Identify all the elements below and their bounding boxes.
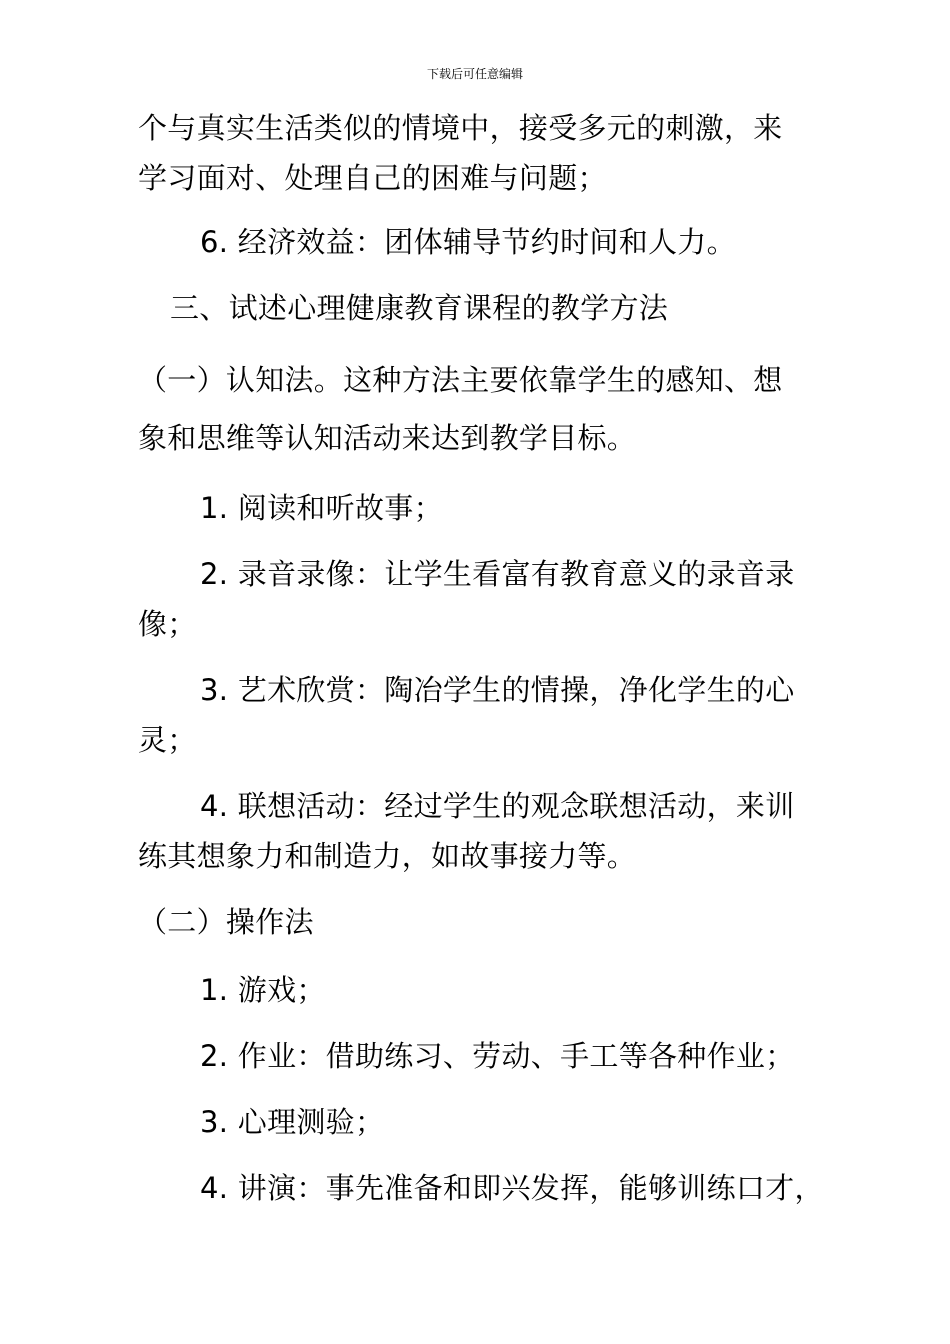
list-item: 3. 心理测验； (200, 1105, 385, 1139)
section-heading: 三、试述心理健康教育课程的教学方法 (170, 291, 669, 325)
text-line: 练其想象力和制造力，如故事接力等。 (138, 839, 637, 873)
text-line: 象和思维等认知活动来达到教学目标。 (138, 421, 637, 455)
list-item: 6. 经济效益：团体辅导节约时间和人力。 (200, 225, 736, 259)
subsection-heading: （一）认知法。这种方法主要依靠学生的感知、想 (138, 363, 783, 397)
list-item: 2. 录音录像：让学生看富有教育意义的录音录 (200, 557, 795, 591)
list-item: 4. 联想活动：经过学生的观念联想活动，来训 (200, 789, 795, 823)
list-item: 2. 作业：借助练习、劳动、手工等各种作业； (200, 1039, 795, 1073)
list-item: 4. 讲演：事先准备和即兴发挥，能够训练口才， (200, 1171, 824, 1205)
subsection-heading: （二）操作法 (138, 905, 314, 939)
text-line: 灵； (138, 723, 197, 757)
page-header: 下载后可任意编辑 (426, 67, 523, 81)
list-item: 1. 游戏； (200, 973, 326, 1007)
text-line: 像； (138, 607, 197, 641)
list-item: 1. 阅读和听故事； (200, 491, 443, 525)
list-item: 3. 艺术欣赏：陶冶学生的情操，净化学生的心 (200, 673, 795, 707)
text-line: 个与真实生活类似的情境中，接受多元的刺激，来 (138, 111, 783, 145)
text-line: 学习面对、处理自己的困难与问题； (138, 161, 607, 195)
